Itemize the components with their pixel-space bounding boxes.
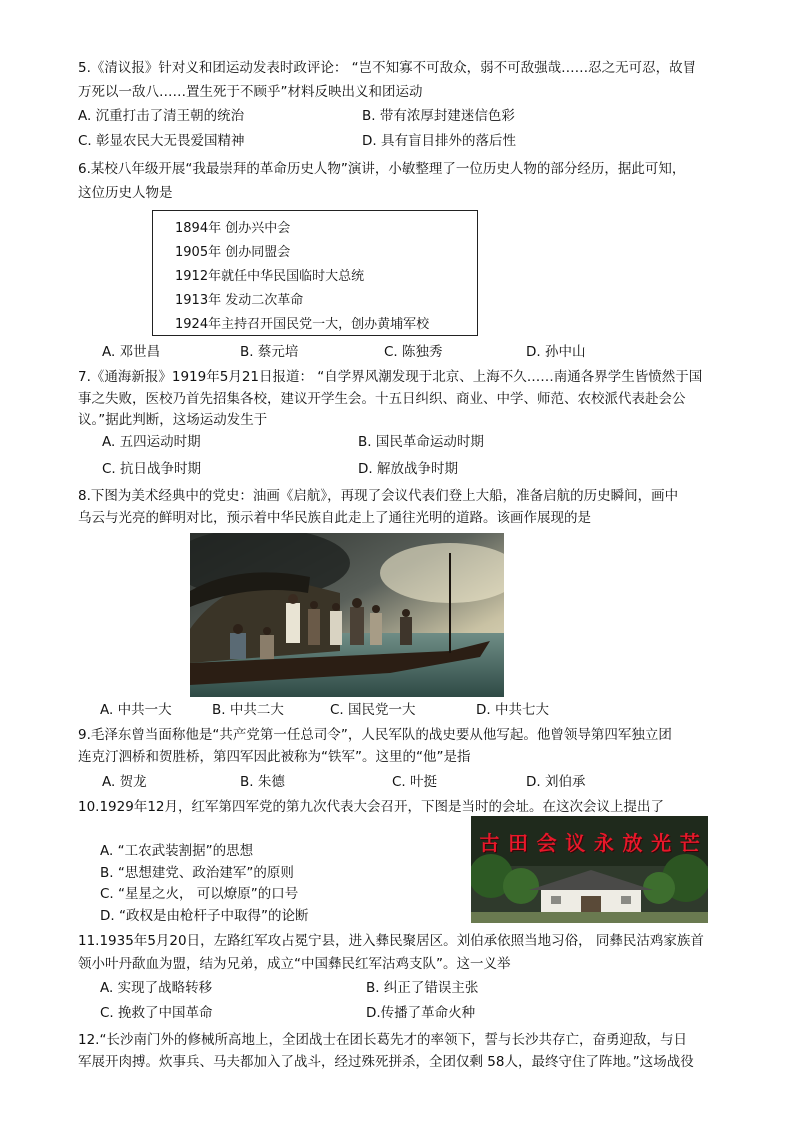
q12-stem-line1: 12.“长沙南门外的修械所高地上，全团战士在团长葛先才的率领下，誓与长沙共存亡，奋勇迎敌，与日 (78, 1032, 687, 1048)
qihang-painting (190, 533, 504, 697)
q6-option-a[interactable]: A. 邓世昌 (102, 344, 161, 360)
q6-option-b[interactable]: B. 蔡元培 (240, 344, 299, 360)
q10-stem-line1: 10.1929年12月，红军第四军党的第九次代表大会召开，下图是当时的会址。在这次会议上提出了 (78, 799, 665, 815)
timeline-item: 1924年主持召开国民党一大，创办黄埔军校 (175, 317, 430, 332)
q11-stem-line2: 领小叶丹歃血为盟，结为兄弟，成立“中国彝民红军沽鸡支队”。这一义举 (78, 956, 511, 972)
q9-option-c[interactable]: C. 叶挺 (392, 774, 438, 790)
q7-stem-line3: 议。”据此判断，这场运动发生于 (78, 412, 268, 428)
banner-char: 古 (479, 830, 500, 855)
gutian-title-banner (475, 822, 704, 860)
banner-char: 放 (622, 830, 643, 855)
q10-option-b[interactable]: B. “思想建党、政治建军”的原则 (100, 865, 294, 881)
q9-option-b[interactable]: B. 朱德 (240, 774, 285, 790)
banner-char: 光 (651, 830, 672, 855)
banner-char: 议 (565, 830, 586, 855)
gutian-meeting-site-photo (471, 816, 708, 923)
q11-option-d[interactable]: D.传播了革命火种 (366, 1005, 476, 1021)
q9-option-a[interactable]: A. 贺龙 (102, 774, 147, 790)
q5-option-b[interactable]: B. 带有浓厚封建迷信色彩 (362, 108, 515, 124)
q7-stem-line1: 7.《通海新报》1919年5月21日报道： “自学界风潮发现于北京、上海不久……南通各界学生皆愤然于国 (78, 369, 703, 385)
q11-option-a[interactable]: A. 实现了战略转移 (100, 980, 213, 996)
q6-timeline-box (152, 210, 478, 336)
timeline-item: 1913年 发动二次革命 (175, 293, 304, 308)
q11-stem-line1: 11.1935年5月20日，左路红军攻占冕宁县，进入彝民聚居区。刘伯承依照当地习俗， 同彝民沽鸡家族首 (78, 933, 704, 949)
q6-stem-line1: 6.某校八年级开展“我最崇拜的革命历史人物”演讲，小敏整理了一位历史人物的部分经历，据此可知， (78, 161, 686, 177)
q7-option-c[interactable]: C. 抗日战争时期 (102, 461, 202, 477)
qihang-painting-image (190, 533, 504, 697)
q6-option-c[interactable]: C. 陈独秀 (384, 344, 443, 360)
q8-option-d[interactable]: D. 中共七大 (476, 702, 549, 718)
q7-option-b[interactable]: B. 国民革命运动时期 (358, 434, 484, 450)
q5-stem-line1: 5.《清议报》针对义和团运动发表时政评论： “岂不知寡不可敌众，弱不可敌强哉……忍之无可忍，故冒 (78, 60, 697, 76)
q10-option-d[interactable]: D. “政权是由枪杆子中取得”的论断 (100, 908, 309, 924)
q9-option-d[interactable]: D. 刘伯承 (526, 774, 586, 790)
timeline-item: 1912年就任中华民国临时大总统 (175, 269, 365, 284)
q5-option-c[interactable]: C. 彰显农民大无畏爱国精神 (78, 133, 245, 149)
q6-stem-line2: 这位历史人物是 (78, 185, 173, 201)
banner-char: 芒 (679, 830, 700, 855)
timeline-item: 1894年 创办兴中会 (175, 221, 291, 236)
banner-char: 会 (536, 830, 557, 855)
q10-option-a[interactable]: A. “工农武装割据”的思想 (100, 843, 254, 859)
q11-option-c[interactable]: C. 挽救了中国革命 (100, 1005, 213, 1021)
banner-char: 永 (593, 830, 614, 855)
q5-stem-line2: 万死以一敌八……置生死于不顾乎”材料反映出义和团运动 (78, 84, 423, 100)
timeline-item: 1905年 创办同盟会 (175, 245, 291, 260)
q8-option-c[interactable]: C. 国民党一大 (330, 702, 416, 718)
q10-option-c[interactable]: C. “星星之火， 可以燎原”的口号 (100, 886, 299, 902)
q9-stem-line2: 连克汀泗桥和贺胜桥，第四军因此被称为“铁军”。这里的“他”是指 (78, 749, 471, 765)
q7-stem-line2: 事之失败，医校乃首先招集各校，建议开学生会。十五日纠织、商业、中学、师范、农校派代表赴会公 (78, 391, 686, 407)
q7-option-a[interactable]: A. 五四运动时期 (102, 434, 201, 450)
q8-option-b[interactable]: B. 中共二大 (212, 702, 284, 718)
q6-option-d[interactable]: D. 孙中山 (526, 344, 586, 360)
q7-option-d[interactable]: D. 解放战争时期 (358, 461, 458, 477)
q5-option-d[interactable]: D. 具有盲目排外的落后性 (362, 133, 516, 149)
q12-stem-line2: 军展开肉搏。炊事兵、马夫都加入了战斗，经过殊死拼杀，全团仅剩 58人，最终守住了阵地。”这场战役 (78, 1054, 694, 1070)
q8-stem-line2: 乌云与光亮的鲜明对比，预示着中华民族自此走上了通往光明的道路。该画作展现的是 (78, 510, 591, 526)
q8-option-a[interactable]: A. 中共一大 (100, 702, 172, 718)
q8-stem-line1: 8.下图为美术经典中的党史：油画《启航》，再现了会议代表们登上大船，准备启航的历史瞬间，画中 (78, 488, 679, 504)
q9-stem-line1: 9.毛泽东曾当面称他是“共产党第一任总司令”，人民军队的战史要从他写起。他曾领导第四军独立团 (78, 727, 672, 743)
banner-char: 田 (507, 830, 528, 855)
q5-option-a[interactable]: A. 沉重打击了清王朝的统治 (78, 108, 245, 124)
q11-option-b[interactable]: B. 纠正了错误主张 (366, 980, 479, 996)
